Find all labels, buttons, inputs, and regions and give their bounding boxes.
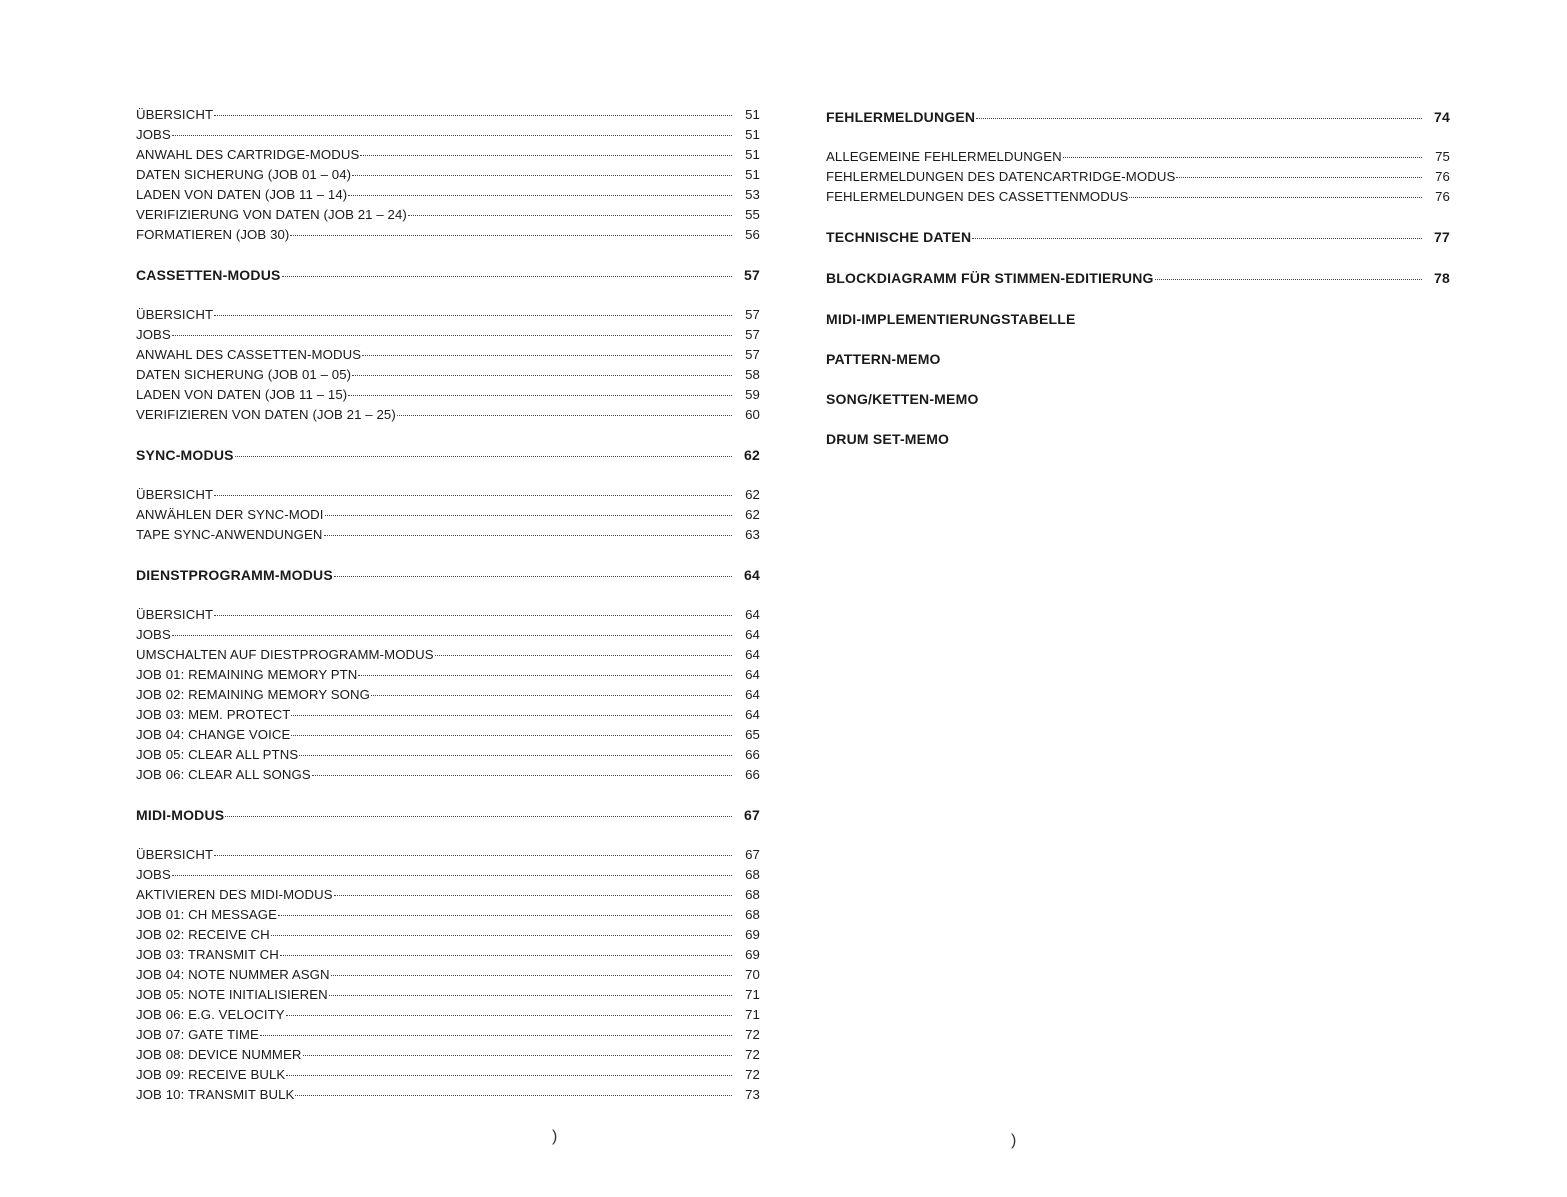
toc-entry-label: LADEN VON DATEN (JOB 11 – 15) xyxy=(136,387,348,402)
toc-entry-label: MIDI-IMPLEMENTIERUNGSTABELLE xyxy=(826,311,1076,327)
toc-page-number: 56 xyxy=(745,227,760,242)
dot-leader xyxy=(362,355,732,356)
toc-entry-label: JOBS xyxy=(136,127,171,142)
dot-leader xyxy=(172,635,732,636)
toc-page-number: 64 xyxy=(745,627,760,642)
toc-entry xyxy=(136,387,760,407)
toc-entry xyxy=(136,707,760,727)
toc-entry xyxy=(136,767,760,787)
dot-leader xyxy=(290,235,732,236)
toc-entry-label: TECHNISCHE DATEN xyxy=(826,229,972,245)
toc-section-heading xyxy=(136,447,760,467)
dot-leader xyxy=(325,515,732,516)
toc-page-number: 72 xyxy=(745,1067,760,1082)
toc-page-number: 71 xyxy=(745,1007,760,1022)
toc-entry-label: FEHLERMELDUNGEN DES CASSETTENMODUS xyxy=(826,189,1129,204)
toc-entry xyxy=(136,367,760,387)
toc-entry-label: JOB 01: CH MESSAGE xyxy=(136,907,278,922)
toc-entry-label: DIENSTPROGRAMM-MODUS xyxy=(136,567,333,583)
toc-section-heading xyxy=(826,109,1450,129)
toc-page-number: 71 xyxy=(745,987,760,1002)
dot-leader xyxy=(214,855,732,856)
toc-page-number: 74 xyxy=(1434,109,1450,125)
toc-page-number: 57 xyxy=(745,327,760,342)
dot-leader xyxy=(348,195,732,196)
toc-entry-label: JOB 02: REMAINING MEMORY SONG xyxy=(136,687,370,702)
toc-entry xyxy=(826,189,1450,209)
toc-page-number: 57 xyxy=(745,307,760,322)
dot-leader xyxy=(291,735,732,736)
dot-leader xyxy=(303,1055,732,1056)
toc-entry xyxy=(136,1047,760,1067)
toc-page-number: 69 xyxy=(745,927,760,942)
dot-leader xyxy=(371,695,732,696)
toc-entry-label: ANWÄHLEN DER SYNC-MODI xyxy=(136,507,324,522)
toc-entry-label: JOB 04: NOTE NUMMER ASGN xyxy=(136,967,330,982)
toc-entry xyxy=(136,147,760,167)
toc-section-heading xyxy=(826,270,1450,290)
dot-leader xyxy=(334,576,732,577)
toc-entry xyxy=(136,927,760,947)
toc-entry xyxy=(136,847,760,867)
toc-entry xyxy=(136,187,760,207)
toc-entry-label: JOB 04: CHANGE VOICE xyxy=(136,727,291,742)
toc-page-number: 64 xyxy=(745,687,760,702)
toc-page-number: 64 xyxy=(745,607,760,622)
dot-leader xyxy=(352,375,732,376)
toc-entry xyxy=(136,507,760,527)
toc-entry-label: SONG/KETTEN-MEMO xyxy=(826,391,979,407)
toc-entry xyxy=(136,1087,760,1107)
toc-page-number: 64 xyxy=(744,567,760,583)
toc-page-number: 51 xyxy=(745,167,760,182)
toc-entry xyxy=(136,907,760,927)
toc-page-number: 62 xyxy=(745,487,760,502)
dot-leader xyxy=(299,755,732,756)
toc-entry-label: JOB 03: TRANSMIT CH xyxy=(136,947,279,962)
toc-page-number: 75 xyxy=(1435,149,1450,164)
dot-leader xyxy=(291,715,732,716)
toc-entry-label: DRUM SET-MEMO xyxy=(826,431,950,447)
toc-entry xyxy=(136,327,760,347)
dot-leader xyxy=(235,456,732,457)
toc-entry-label: JOB 01: REMAINING MEMORY PTN xyxy=(136,667,358,682)
toc-page-number: 64 xyxy=(745,647,760,662)
toc-page-number: 55 xyxy=(745,207,760,222)
dot-leader xyxy=(278,915,732,916)
toc-entry-label: ÜBERSICHT xyxy=(136,307,214,322)
dot-leader xyxy=(1129,197,1422,198)
toc-page-number: 69 xyxy=(745,947,760,962)
dot-leader xyxy=(312,775,732,776)
toc-entry-label: DATEN SICHERUNG (JOB 01 – 04) xyxy=(136,167,352,182)
dot-leader xyxy=(295,1095,732,1096)
toc-entry xyxy=(136,167,760,187)
toc-entry-label: ÜBERSICHT xyxy=(136,847,214,862)
toc-entry xyxy=(136,347,760,367)
toc-entry-label: JOB 05: CLEAR ALL PTNS xyxy=(136,747,299,762)
toc-page-number: 51 xyxy=(745,127,760,142)
toc-entry xyxy=(136,1027,760,1047)
dot-leader xyxy=(1155,279,1422,280)
toc-entry-label: JOB 06: CLEAR ALL SONGS xyxy=(136,767,311,782)
toc-page-number: 73 xyxy=(745,1087,760,1102)
toc-page-number: 77 xyxy=(1434,229,1450,245)
toc-entry-label: ÜBERSICHT xyxy=(136,487,214,502)
toc-entry xyxy=(136,407,760,427)
dot-leader xyxy=(352,175,732,176)
dot-leader xyxy=(214,115,732,116)
toc-entry xyxy=(136,947,760,967)
toc-page-number: 66 xyxy=(745,747,760,762)
dot-leader xyxy=(360,155,732,156)
dot-leader xyxy=(172,875,732,876)
dot-leader xyxy=(225,816,732,817)
toc-entry-label: VERIFIZIEREN VON DATEN (JOB 21 – 25) xyxy=(136,407,396,422)
dot-leader xyxy=(1063,157,1422,158)
dot-leader xyxy=(282,276,732,277)
dot-leader xyxy=(286,1075,732,1076)
toc-entry xyxy=(136,747,760,767)
toc-entry-label: JOB 08: DEVICE NUMMER xyxy=(136,1047,302,1062)
toc-entry-label: FORMATIEREN (JOB 30) xyxy=(136,227,290,242)
toc-page-number: 70 xyxy=(745,967,760,982)
toc-section-heading xyxy=(826,311,1450,331)
toc-entry xyxy=(136,607,760,627)
dot-leader xyxy=(260,1035,732,1036)
toc-entry-label: TAPE SYNC-ANWENDUNGEN xyxy=(136,527,323,542)
dot-leader xyxy=(172,335,732,336)
toc-section-heading xyxy=(136,267,760,287)
page-mark-right: ) xyxy=(1011,1132,1017,1149)
toc-page-number: 67 xyxy=(744,807,760,823)
toc-entry-label: JOB 02: RECEIVE CH xyxy=(136,927,270,942)
toc-entry-label: JOB 07: GATE TIME xyxy=(136,1027,259,1042)
toc-entry-label: PATTERN-MEMO xyxy=(826,351,941,367)
toc-entry xyxy=(136,1007,760,1027)
toc-entry xyxy=(136,127,760,147)
toc-entry-label: VERIFIZIERUNG VON DATEN (JOB 21 – 24) xyxy=(136,207,407,222)
toc-entry xyxy=(136,887,760,907)
toc-page-number: 65 xyxy=(745,727,760,742)
toc-entry-label: UMSCHALTEN AUF DIESTPROGRAMM-MODUS xyxy=(136,647,434,662)
toc-page-number: 59 xyxy=(745,387,760,402)
dot-leader xyxy=(397,415,732,416)
dot-leader xyxy=(214,615,732,616)
toc-page-number: 51 xyxy=(745,147,760,162)
toc-entry xyxy=(136,727,760,747)
toc-entry-label: JOBS xyxy=(136,627,171,642)
toc-section-heading xyxy=(136,567,760,587)
toc-page-number: 78 xyxy=(1434,270,1450,286)
dot-leader xyxy=(334,895,732,896)
dot-leader xyxy=(1176,177,1422,178)
toc-entry-label: SYNC-MODUS xyxy=(136,447,234,463)
toc-entry-label: BLOCKDIAGRAMM FÜR STIMMEN-EDITIERUNG xyxy=(826,270,1154,286)
toc-page-number: 76 xyxy=(1435,169,1450,184)
page-mark-left: ) xyxy=(552,1128,558,1145)
dot-leader xyxy=(358,675,732,676)
dot-leader xyxy=(972,238,1422,239)
dot-leader xyxy=(271,935,732,936)
toc-entry-label: AKTIVIEREN DES MIDI-MODUS xyxy=(136,887,333,902)
toc-section-heading xyxy=(826,431,1450,451)
dot-leader xyxy=(324,535,733,536)
toc-entry-label: CASSETTEN-MODUS xyxy=(136,267,281,283)
toc-entry xyxy=(136,107,760,127)
toc-entry-label: JOBS xyxy=(136,867,171,882)
dot-leader xyxy=(172,135,732,136)
toc-page-number: 76 xyxy=(1435,189,1450,204)
toc-entry xyxy=(136,967,760,987)
toc-entry-label: JOBS xyxy=(136,327,171,342)
toc-entry xyxy=(136,667,760,687)
toc-page-number: 57 xyxy=(744,267,760,283)
toc-entry-label: ÜBERSICHT xyxy=(136,107,214,122)
toc-entry-label: JOB 09: RECEIVE BULK xyxy=(136,1067,286,1082)
toc-entry-label: JOB 03: MEM. PROTECT xyxy=(136,707,291,722)
toc-entry xyxy=(136,627,760,647)
toc-page-number: 53 xyxy=(745,187,760,202)
dot-leader xyxy=(280,955,732,956)
toc-entry-label: ÜBERSICHT xyxy=(136,607,214,622)
toc-page-number: 63 xyxy=(745,527,760,542)
toc-entry-label: MIDI-MODUS xyxy=(136,807,225,823)
toc-entry xyxy=(136,647,760,667)
toc-page-number: 62 xyxy=(744,447,760,463)
toc-entry-label: LADEN VON DATEN (JOB 11 – 14) xyxy=(136,187,348,202)
toc-page-number: 58 xyxy=(745,367,760,382)
toc-entry xyxy=(136,207,760,227)
toc-section-heading xyxy=(826,229,1450,249)
toc-page-number: 64 xyxy=(745,667,760,682)
toc-page-number: 64 xyxy=(745,707,760,722)
toc-entry xyxy=(136,527,760,547)
dot-leader xyxy=(348,395,732,396)
toc-entry xyxy=(826,169,1450,189)
toc-page-number: 72 xyxy=(745,1047,760,1062)
toc-section-heading xyxy=(826,391,1450,411)
toc-section-heading xyxy=(826,351,1450,371)
dot-leader xyxy=(329,995,732,996)
toc-entry-label: ANWAHL DES CASSETTEN-MODUS xyxy=(136,347,362,362)
toc-entry xyxy=(136,487,760,507)
toc-entry-label: JOB 06: E.G. VELOCITY xyxy=(136,1007,285,1022)
toc-entry xyxy=(136,867,760,887)
toc-page-number: 51 xyxy=(745,107,760,122)
toc-page-number: 68 xyxy=(745,907,760,922)
dot-leader xyxy=(976,118,1422,119)
dot-leader xyxy=(286,1015,732,1016)
toc-entry-label: JOB 05: NOTE INITIALISIEREN xyxy=(136,987,328,1002)
toc-entry-label: ANWAHL DES CARTRIDGE-MODUS xyxy=(136,147,360,162)
toc-section-heading xyxy=(136,807,760,827)
toc-page-number: 68 xyxy=(745,887,760,902)
toc-page-number: 60 xyxy=(745,407,760,422)
toc-page-number: 72 xyxy=(745,1027,760,1042)
toc-page-number: 67 xyxy=(745,847,760,862)
toc-entry xyxy=(136,227,760,247)
toc-entry-label: DATEN SICHERUNG (JOB 01 – 05) xyxy=(136,367,352,382)
dot-leader xyxy=(214,315,732,316)
toc-entry-label: FEHLERMELDUNGEN DES DATENCARTRIDGE-MODUS xyxy=(826,169,1176,184)
toc-entry-label: FEHLERMELDUNGEN xyxy=(826,109,976,125)
toc-entry xyxy=(826,149,1450,169)
toc-page-number: 68 xyxy=(745,867,760,882)
toc-page-number: 66 xyxy=(745,767,760,782)
toc-entry xyxy=(136,1067,760,1087)
toc-page-number: 62 xyxy=(745,507,760,522)
toc-entry xyxy=(136,307,760,327)
dot-leader xyxy=(214,495,732,496)
dot-leader xyxy=(435,655,732,656)
toc-entry xyxy=(136,687,760,707)
toc-entry xyxy=(136,987,760,1007)
toc-page-number: 57 xyxy=(745,347,760,362)
toc-entry-label: ALLEGEMEINE FEHLERMELDUNGEN xyxy=(826,149,1062,164)
dot-leader xyxy=(331,975,732,976)
dot-leader xyxy=(408,215,732,216)
toc-entry-label: JOB 10: TRANSMIT BULK xyxy=(136,1087,295,1102)
